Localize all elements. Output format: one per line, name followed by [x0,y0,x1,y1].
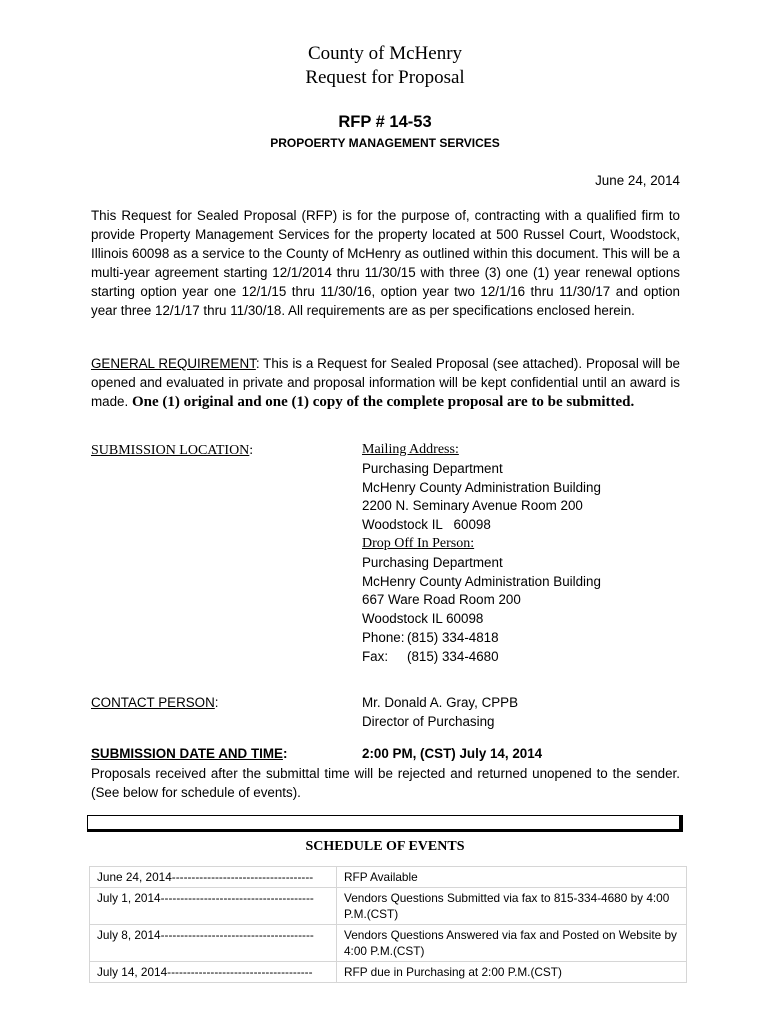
phone-number: (815) 334-4818 [407,629,499,645]
mailing-heading: Mailing Address: [362,442,459,457]
mailing-line: McHenry County Administration Building [362,479,601,495]
schedule-date: July 14, 2014------------------------------------- [90,962,337,983]
section-divider [87,815,683,832]
submission-date-value: 2:00 PM, (CST) July 14, 2014 [362,746,543,761]
schedule-table [89,866,687,983]
table-row [90,962,687,983]
rfp-number: RFP # 14-53 [338,113,432,131]
fax-number: (815) 334-4680 [407,648,499,664]
submission-date-label [91,745,287,764]
contact-title: Director of Purchasing [362,713,495,729]
mailing-line: Purchasing Department [362,460,503,476]
contact-block [362,694,518,732]
phone-line [362,629,601,648]
contact-person-text: CONTACT PERSON [91,695,215,710]
dropoff-line: Woodstock IL 60098 [362,611,484,627]
general-requirement [91,354,680,412]
dropoff-line: McHenry County Administration Building [362,573,601,589]
address-block [362,441,601,667]
schedule-event: Vendors Questions Answered via fax and Posted on Website by 4:00 P.M.(CST) [337,925,687,962]
schedule-event: RFP Available [337,867,687,888]
schedule-date: July 8, 2014--------------------------------------- [90,925,337,962]
general-requirement-bold: One (1) original and one (1) copy of the complete proposal are to be submitted. [131,394,635,410]
schedule-date: July 1, 2014--------------------------------------- [90,888,337,925]
submission-date-colon: : [282,746,288,761]
issue-date: June 24, 2014 [595,173,680,188]
submission-note: Proposals received after the submittal time will be rejected and returned unopened to the sender. (See below for schedule of events). [91,766,680,800]
dropoff-line: Purchasing Department [362,554,503,570]
table-row [90,867,687,888]
document-type: Request for Proposal [305,67,465,88]
submission-location-label [91,441,253,460]
contact-name: Mr. Donald A. Gray, CPPB [362,695,519,710]
general-requirement-label: GENERAL REQUIREMENT [91,356,256,371]
submission-location-colon: : [249,443,254,458]
county-title: County of McHenry [307,43,463,64]
phone-label: Phone: [362,629,405,645]
schedule-title: SCHEDULE OF EVENTS [305,839,465,854]
fax-label: Fax: [362,648,389,664]
submission-location-text: SUBMISSION LOCATION [91,443,250,458]
mailing-line: 2200 N. Seminary Avenue Room 200 [362,498,583,514]
submission-date-text: SUBMISSION DATE AND TIME [91,746,283,761]
table-row [90,888,687,925]
intro-paragraph: This Request for Sealed Proposal (RFP) is for the purpose of, contracting with a qualified firm to provide Property Management Services for the property located at 500 Russel Court, Woodstock, Illinois 60098 as a service to the County of McHenry as outlined within this document. This will be a multi-year agreement starting 12/1/2014 thru 11/30/15 with three (3) one (1) year renewal options starting option year one 12/1/15 thru 11/30/16, option year two 12/1/16 thru 11/30/17 and option year three 12/1/17 thru 11/30/18. All requirements are as per specifications enclosed herein. [91,208,680,318]
table-row [90,925,687,962]
schedule-event: Vendors Questions Submitted via fax to 815-334-4680 by 4:00 P.M.(CST) [337,888,687,925]
dropoff-heading: Drop Off In Person: [362,535,475,551]
general-requirement-text: This is a Request for Sealed Proposal (see attached). Proposal will be opened and evaluated in private and proposal information will be kept confidential until an award is made. [91,356,680,409]
mailing-line: Woodstock IL 60098 [362,517,491,533]
general-requirement-colon: : [255,356,260,371]
contact-person-label [91,694,219,713]
contact-person-colon: : [214,695,219,710]
schedule-event: RFP due in Purchasing at 2:00 P.M.(CST) [337,962,687,983]
fax-line [362,648,601,667]
rfp-subject: PROPOERTY MANAGEMENT SERVICES [270,136,500,150]
dropoff-line: 667 Ware Road Room 200 [362,592,521,608]
schedule-date: June 24, 2014------------------------------------ [90,867,337,888]
